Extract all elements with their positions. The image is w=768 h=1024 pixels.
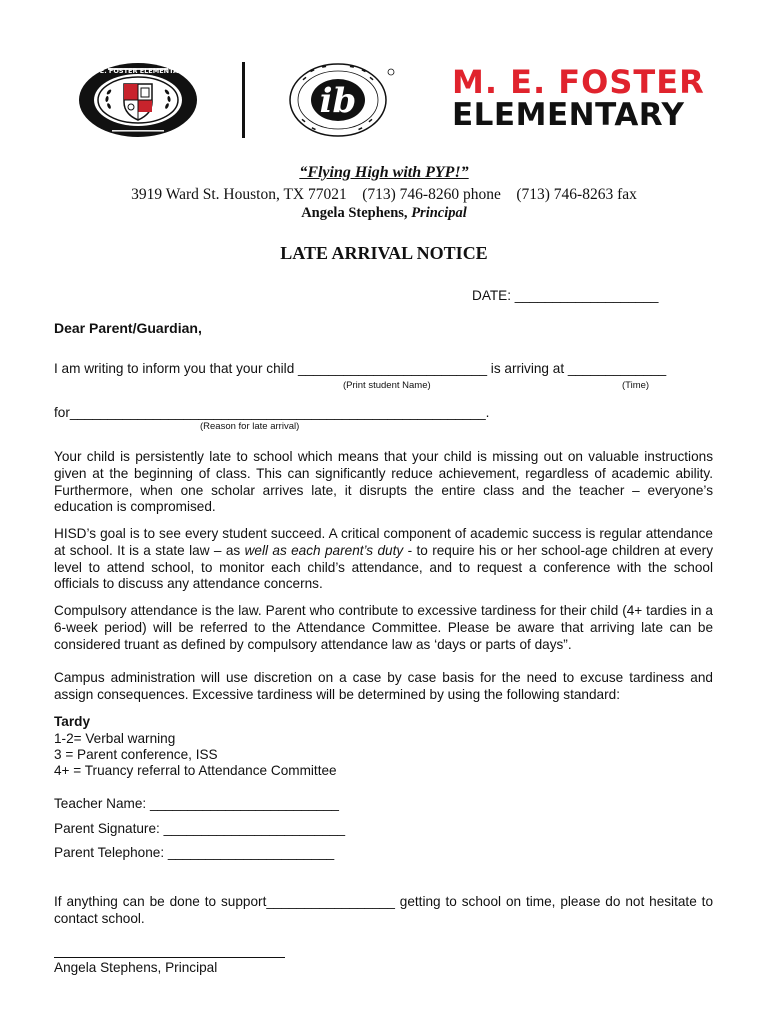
closing-support-paragraph: If anything can be done to support_________________ getting to school on time, please do not hesitate to contact school. [54, 894, 713, 926]
tardy-heading: Tardy [54, 714, 91, 729]
principal-line [0, 205, 768, 222]
greeting: Dear Parent/Guardian, [54, 320, 202, 336]
signature-line [54, 957, 285, 958]
principal-title: Principal [411, 205, 467, 221]
tardy-rule-2: 3 = Parent conference, ISS [54, 747, 218, 762]
time-hint: (Time) [622, 380, 650, 391]
tardy-rule-1: 1-2= Verbal warning [54, 731, 176, 746]
tardy-rule-3: 4+ = Truancy referral to Attendance Committee [54, 763, 337, 778]
principal-signature-name: Angela Stephens, Principal [54, 960, 218, 975]
print-student-hint: (Print student Name) [343, 380, 431, 391]
svg-text:M. E. FOSTER ELEMENTARY: M. E. FOSTER ELEMENTARY [88, 67, 188, 75]
p2-text-a: HISD’s goal is to see every student succeed. A critical component of academic success is regular attendance at school. It is a state law – as [54, 526, 713, 558]
p2-text-b: - to require his or her school-age children at every level to attend school, to monitor each child’s attendance, and to request a conference with the school officials to discuss any attendance concerns. [54, 542, 713, 592]
reason-line: for_______________________________________________________. [54, 405, 490, 420]
reason-hint: (Reason for late arrival) [200, 421, 300, 432]
logo-divider [242, 62, 245, 138]
school-brand-name [452, 63, 705, 133]
paragraph-compulsory-attendance: Compulsory attendance is the law. Parent who contribute to excessive tardiness for their child (4+ tardies in a 6-week period) will be referred to the Attendance Committee. Please be aware that arriving late can be considered truant as defined by compulsory attendance law as ‘days or parts of days”. [54, 603, 713, 652]
school-address: 3919 Ward St. Houston, TX 77021 (713) 746-8260 phone (713) 746-8263 fax [131, 186, 637, 203]
brand-line-2: ELEMENTARY [452, 97, 685, 133]
parent-signature-field: Parent Signature: ________________________ [54, 821, 346, 836]
teacher-name-field: Teacher Name: _________________________ [54, 796, 339, 811]
paragraph-campus-administration: Campus administration will use discretion on a case by case basis for the need to excuse tardiness and assign consequences. Excessive tardiness will be determined by using the following standard: [54, 670, 713, 702]
svg-text:ib: ib [319, 81, 357, 121]
inform-line: I am writing to inform you that your child _________________________ is arriving at _____________ [54, 361, 667, 376]
parent-telephone-field: Parent Telephone: ______________________ [54, 845, 335, 860]
date-field: DATE: ___________________ [472, 288, 659, 303]
brand-line-1: M. E. FOSTER [452, 63, 705, 101]
principal-name: Angela Stephens, [301, 205, 412, 221]
school-motto: “Flying High with PYP!” [299, 164, 469, 181]
letterhead [0, 0, 768, 160]
p2-italic: well as each parent’s duty [244, 542, 404, 558]
notice-title: LATE ARRIVAL NOTICE [280, 243, 488, 263]
paragraph-persistent-late: Your child is persistently late to school which means that your child is missing out on valuable instructions given at the beginning of class. This can significantly reduce achievement, regardless of academic ability. Furthermore, when one scholar arrives late, it disrupts the entire class and the teacher – everyone’s education is compromised. [54, 449, 713, 515]
ib-world-school-logo [288, 62, 404, 138]
paragraph-hisd-goal [54, 526, 713, 593]
school-seal-logo [78, 62, 198, 138]
